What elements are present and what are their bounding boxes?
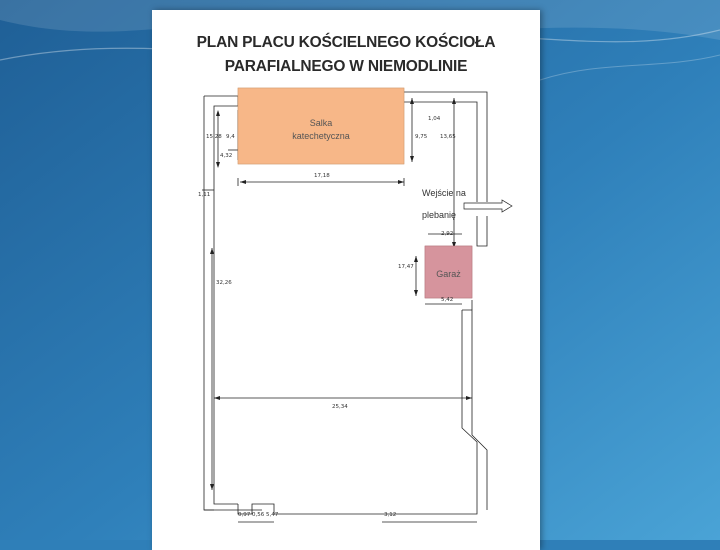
- dim-17-47: 17,47: [398, 264, 414, 270]
- entrance-label-line1: Wejście na: [422, 188, 466, 198]
- plan-title-line2: PARAFIALNEGO W NIEMODLINIE: [224, 58, 468, 75]
- dim-13-65: 13,65: [440, 134, 456, 140]
- plan-title-line1: PLAN PLACU KOŚCIELNEGO KOŚCIOŁA: [196, 34, 496, 51]
- dim-9-75: 9,75: [415, 134, 428, 140]
- dim-5-42: 5,42: [441, 297, 454, 303]
- dim-25-34: 25,34: [332, 404, 348, 410]
- dim-bottom-left: 0,97 0,56 5,47: [238, 512, 279, 518]
- plan-document: [152, 10, 540, 550]
- site-plan-drawing: [152, 10, 540, 540]
- dim-1-11: 1,11: [198, 192, 211, 198]
- salka-label-line1: Salka: [309, 118, 333, 128]
- dim-9-4: 9,4: [226, 134, 235, 140]
- dim-3-12: 3,12: [384, 512, 397, 518]
- entrance-label-line2: plebanię: [422, 210, 457, 220]
- dim-17-18: 17,18: [314, 173, 330, 179]
- dim-4-32: 4,32: [220, 153, 233, 159]
- garaz-label: Garaż: [436, 269, 461, 279]
- salka-label-line2: katechetyczna: [292, 131, 350, 141]
- dim-1-04: 1,04: [428, 116, 441, 122]
- dim-15-28: 15,28: [206, 134, 222, 140]
- dim-32-26: 32,26: [216, 280, 232, 286]
- dim-2-92: 2,92: [441, 231, 454, 237]
